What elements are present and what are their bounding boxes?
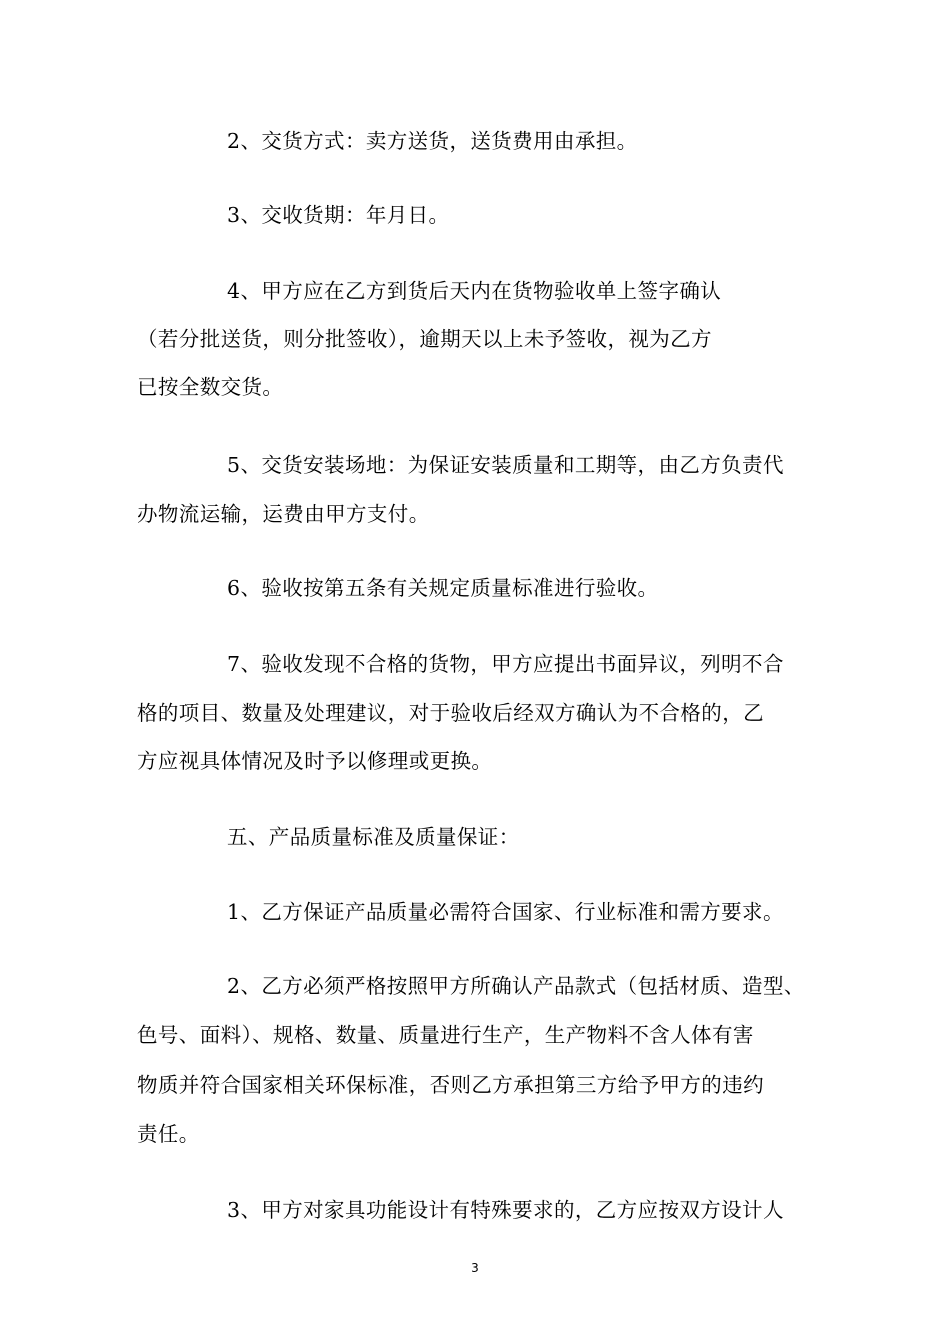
production-requirements-line-1: 2、乙方必须严格按照甲方所确认产品款式（包括材质、造型、 bbox=[227, 974, 805, 998]
acceptance-signature-line-1: 4、甲方应在乙方到货后天内在货物验收单上签字确认 bbox=[227, 279, 722, 303]
nonconforming-goods-line-2: 格的项目、数量及处理建议，对于验收后经双方确认为不合格的，乙 bbox=[137, 701, 764, 725]
delivery-method-line: 2、交货方式：卖方送货，送货费用由承担。 bbox=[227, 129, 638, 153]
inspection-standard-line: 6、验收按第五条有关规定质量标准进行验收。 bbox=[227, 576, 659, 600]
page-number: 3 bbox=[471, 1261, 479, 1275]
quality-guarantee-line: 1、乙方保证产品质量必需符合国家、行业标准和需方要求。 bbox=[227, 900, 784, 924]
installation-site-line-2: 办物流运输，运费由甲方支付。 bbox=[137, 502, 430, 526]
special-design-line: 3、甲方对家具功能设计有特殊要求的，乙方应按双方设计人 bbox=[227, 1198, 784, 1222]
nonconforming-goods-line-3: 方应视具体情况及时予以修理或更换。 bbox=[137, 749, 493, 773]
production-requirements-line-2: 色号、面料）、规格、数量、质量进行生产，生产物料不含人体有害 bbox=[137, 1023, 754, 1047]
nonconforming-goods-line-1: 7、验收发现不合格的货物，甲方应提出书面异议，列明不合 bbox=[227, 652, 784, 676]
delivery-date-line: 3、交收货期：年月日。 bbox=[227, 203, 450, 227]
production-requirements-line-4: 责任。 bbox=[137, 1122, 200, 1146]
installation-site-line-1: 5、交货安装场地：为保证安装质量和工期等，由乙方负责代 bbox=[227, 453, 784, 477]
section-five-heading: 五、产品质量标准及质量保证： bbox=[227, 825, 520, 849]
acceptance-signature-line-2: （若分批送货，则分批签收），逾期天以上未予签收，视为乙方 bbox=[137, 327, 712, 351]
acceptance-signature-line-3: 已按全数交货。 bbox=[137, 375, 284, 399]
production-requirements-line-3: 物质并符合国家相关环保标准，否则乙方承担第三方给予甲方的违约 bbox=[137, 1073, 764, 1097]
